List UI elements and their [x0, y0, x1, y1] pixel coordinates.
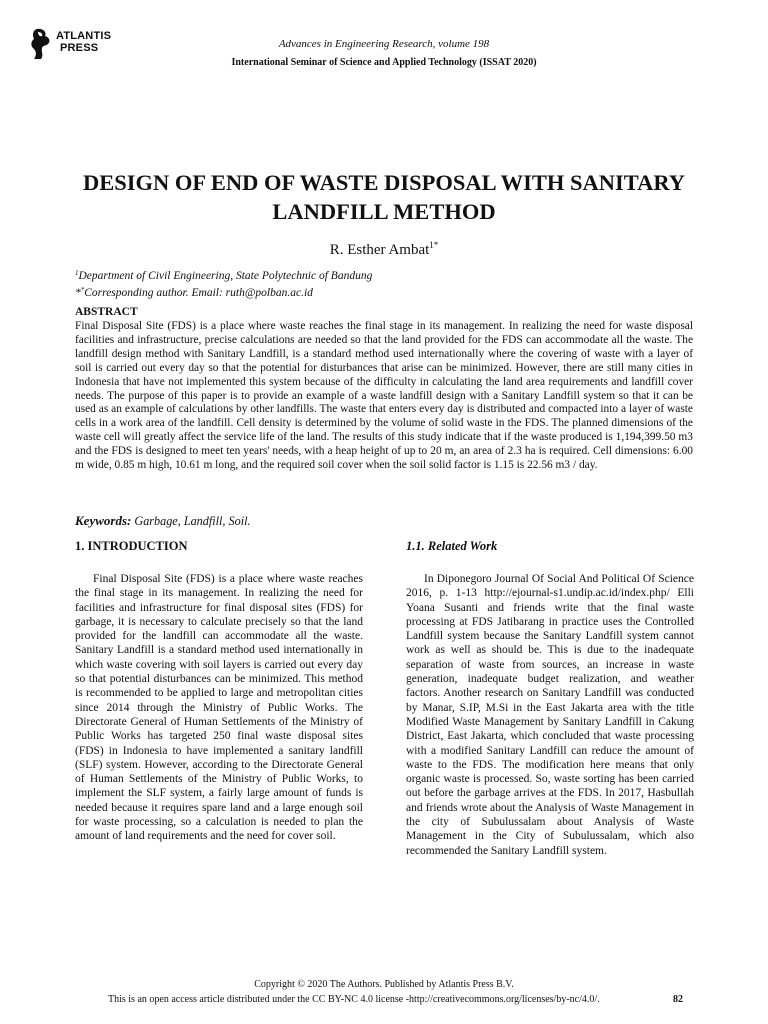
introduction-heading: 1. INTRODUCTION [75, 539, 188, 553]
keywords-line [75, 513, 693, 529]
related-work-heading: 1.1. Related Work [406, 539, 498, 553]
corresponding-text: Corresponding author. Email: ruth@polban.ac.id [84, 287, 313, 299]
affiliation-text: Department of Civil Engineering, State Polytechnic of Bandung [78, 270, 373, 282]
keywords-label: Keywords: [75, 513, 132, 528]
logo-line-atlantis: ATLANTIS [56, 30, 112, 42]
related-work-text: In Diponegoro Journal Of Social And Political Of Science 2016, p. 1-13 http://ejournal-s1.undip.ac.id/index.php/ Elli Yoana Susanti and friends write that the final waste processing at FDS Jatibarang in practice uses the Controlled Landfill system because the Sanitary Landfill system cannot work as well as should be. This is due to the inadequate separation of waste from sources, an increase in waste generation, inadequate budget realization, and weather factors. Another research on Sanitary Landfill was conducted by Manar, S.IP, M.Si in the East Jakarta area with the title Modified Waste Management by Sanitary Landfill in Cakung District, East Jakarta, which concluded that waste processing with a modified Sanitary Landfill can reduce the amount of waste to the FDS. The modification here means that only organic waste is processed. So, waste sorting has been carried out before the garbage arrives at the FDS. In 2017, Hasbullah and friends wrote about the Analysis of Waste Management in the city of Subulussalam about Analysis of Waste Management in the City of Subulussalam, which also recommended the Sanitary Landfill system. [406, 573, 694, 857]
corresponding-prefix: * [75, 287, 81, 299]
introduction-text: Final Disposal Site (FDS) is a place where waste reaches the final stage in its management. In realizing the need for facilities and infrastructure for final disposal sites (FDS) for garbage, it is necessary to calculate precisely so that the land provided for the landfill can accommodate all the waste. Sanitary Landfill is a standard method used internationally in which waste covering with soil layers is carried out every day so that potential disturbances can be minimized. This method is recommended to be applied to large and metropolitan cities since 2014 through the Ministry of Public Works. The Directorate General of Human Settlements of the Ministry of Public Works has targeted 250 final waste disposal sites (FDS) in Indonesia to have implemented a sanitary landfill (SLF) system. However, according to the Directorate General of Human Settlements of the Ministry of Public Works, to implement the SLF system, a fairly large amount of funds is needed because it requires spare land and a large enough soil for waste processing, so a calculation is needed to plan the amount of land requirements and the need for cover soil. [75, 573, 363, 843]
conference-header: International Seminar of Science and Applied Technology (ISSAT 2020) [231, 57, 537, 68]
paper-title: DESIGN OF END OF WASTE DISPOSAL WITH SANITARY LANDFILL METHOD [82, 170, 686, 224]
author-name: R. Esther Ambat [329, 242, 430, 258]
keywords-text: Garbage, Landfill, Soil. [134, 514, 251, 528]
logo-line-press: PRESS [60, 42, 99, 54]
corresponding-superscript: * [80, 286, 85, 294]
affiliation-line [75, 266, 695, 283]
journal-header: Advances in Engineering Research, volume 198 [278, 38, 490, 50]
corresponding-line [75, 283, 695, 300]
author-superscript: 1* [429, 240, 439, 250]
author-line [0, 236, 768, 259]
affiliation-superscript: 1 [75, 269, 79, 277]
footer-copyright: Copyright © 2020 The Authors. Published by Atlantis Press B.V. [254, 979, 514, 990]
footer-license: This is an open access article distributed under the CC BY-NC 4.0 license -http://creativecommons.org/licenses/by-nc/4.0/. [108, 994, 600, 1005]
page-number: 82 [673, 994, 683, 1005]
abstract-heading: ABSTRACT [75, 306, 138, 318]
affiliations [75, 266, 695, 300]
abstract-text: Final Disposal Site (FDS) is a place where waste reaches the final stage in its management. In realizing the need for waste disposal facilities and infrastructure, precise calculations are needed so that the land provided for the FDS can accommodate all the waste. The landfill design method with Sanitary Landfill, is a standard method used internationally where the covering of waste with a layer of soil is carried out every day so that the potential for disturbances that arise can be minimized. However, there are still many cities in Indonesia that have not implemented this system because of the difficulty in calculating the land area requirements and landfill cover needs. The purpose of this paper is to provide an example of a waste landfill design with a Sanitary Landfill system so that it can be used as an example of calculations by other landfills. The waste that enters every day is distributed and compacted into a layer of waste cells in a work area of the landfill. Cell density is determined by the volume of solid waste in the FDS. The planned dimensions of the waste cell will greatly affect the service life of the land. The results of this study indicate that if the waste produced is 1,194,399.50 m3 and the FDS is designed to meet ten years' needs, with a heap height of up to 20 m, an area of 2.3 ha is required. Cell dimensions: 6.00 m wide, 0.85 m high, 10.61 m long, and the required soil cover when the soil solid factor is 1.15 is 22.56 m3 / day. [75, 320, 693, 472]
